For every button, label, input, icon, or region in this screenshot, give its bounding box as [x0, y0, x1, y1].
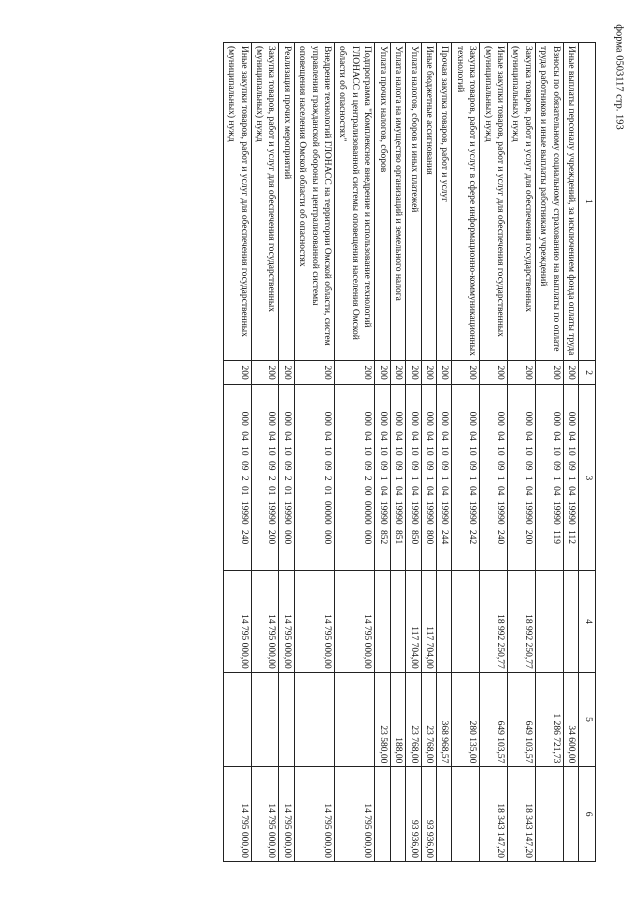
table-row	[406, 43, 421, 862]
row-unexecuted-amount-cell	[563, 767, 578, 862]
row-approved-amount-cell	[375, 571, 390, 672]
row-budget-code-cell: 000 04 10 09 2 01 19990 240	[223, 385, 251, 571]
row-budget-code-cell: 000 04 10 09 2 00 00000 000	[335, 385, 375, 571]
row-budget-code-cell: 000 04 10 09 1 04 19990 850	[406, 385, 421, 571]
row-executed-amount-cell: 368 968,57	[436, 672, 451, 767]
header-row	[579, 43, 596, 862]
row-unexecuted-amount-cell	[375, 767, 390, 862]
row-name-cell: Иные закупки товаров, работ и услуг для обеспечения государственных (муниципальных) нужд	[223, 43, 251, 361]
row-unexecuted-amount-cell: 93 936,00	[421, 767, 436, 862]
row-line-code-cell: 200	[251, 360, 279, 385]
row-approved-amount-cell: 14 795 000,00	[223, 571, 251, 672]
table-row	[563, 43, 578, 862]
row-approved-amount-cell	[563, 571, 578, 672]
row-approved-amount-cell: 14 795 000,00	[335, 571, 375, 672]
row-line-code-cell: 200	[279, 360, 294, 385]
row-line-code-cell: 200	[535, 360, 563, 385]
row-approved-amount-cell: 117 704,00	[406, 571, 421, 672]
row-budget-code-cell: 000 04 10 09 1 04 19990 119	[535, 385, 563, 571]
row-name-cell: Уплата налогов, сборов и иных платежей	[406, 43, 421, 361]
form-label	[612, 12, 626, 142]
table-row	[375, 43, 390, 862]
row-line-code-cell: 200	[480, 360, 508, 385]
row-line-code-cell: 200	[421, 360, 436, 385]
table-row	[480, 43, 508, 862]
row-approved-amount-cell	[436, 571, 451, 672]
row-approved-amount-cell: 14 795 000,00	[251, 571, 279, 672]
header-col-1: 1	[579, 43, 596, 361]
row-approved-amount-cell	[535, 571, 563, 672]
row-executed-amount-cell: 34 600,00	[563, 672, 578, 767]
row-name-cell: Закупка товаров, работ и услуг в сфере информационно-коммуникационных технологий	[452, 43, 480, 361]
form-label-text: форма 0503117 стр. 193	[613, 24, 625, 130]
row-executed-amount-cell: 188,00	[390, 672, 405, 767]
row-approved-amount-cell: 18 992 250,77	[480, 571, 508, 672]
row-budget-code-cell: 000 04 10 09 1 04 19990 242	[452, 385, 480, 571]
row-budget-code-cell: 000 04 10 09 2 01 19990 000	[279, 385, 294, 571]
header-col-3: 3	[579, 385, 596, 571]
budget-report-page	[56, 42, 596, 862]
row-name-cell: Уплата налога на имущество организаций и земельного налога	[390, 43, 405, 361]
row-line-code-cell: 200	[563, 360, 578, 385]
row-line-code-cell: 200	[406, 360, 421, 385]
row-budget-code-cell: 000 04 10 09 2 01 00000 000	[294, 385, 334, 571]
row-name-cell: Прочая закупка товаров, работ и услуг	[436, 43, 451, 361]
row-line-code-cell: 200	[223, 360, 251, 385]
table-row	[421, 43, 436, 862]
row-approved-amount-cell	[390, 571, 405, 672]
table-row	[279, 43, 294, 862]
row-approved-amount-cell: 14 795 000,00	[294, 571, 334, 672]
row-unexecuted-amount-cell	[390, 767, 405, 862]
row-executed-amount-cell: 649 103,57	[480, 672, 508, 767]
row-line-code-cell: 200	[375, 360, 390, 385]
header-col-5: 5	[579, 672, 596, 767]
header-col-4: 4	[579, 571, 596, 672]
row-budget-code-cell: 000 04 10 09 1 04 19990 244	[436, 385, 451, 571]
row-budget-code-cell: 000 04 10 09 1 04 19990 851	[390, 385, 405, 571]
row-line-code-cell: 200	[335, 360, 375, 385]
row-executed-amount-cell	[251, 672, 279, 767]
budget-execution-table	[223, 42, 596, 862]
row-approved-amount-cell	[452, 571, 480, 672]
table-row	[507, 43, 535, 862]
row-name-cell: Взносы по обязательному социальному страхованию на выплаты по оплате труда работников и иные выплаты работникам учреждений	[535, 43, 563, 361]
row-budget-code-cell: 000 04 10 09 1 04 19990 852	[375, 385, 390, 571]
row-name-cell: Иные бюджетные ассигнования	[421, 43, 436, 361]
row-executed-amount-cell: 23 768,00	[406, 672, 421, 767]
row-name-cell: Подпрограмма "Комплексное внедрение и использование технологий ГЛОНАСС и централизованной системы оповещения населения Омской области об опасностях"	[335, 43, 375, 361]
row-budget-code-cell: 000 04 10 09 1 04 19990 240	[480, 385, 508, 571]
row-budget-code-cell: 000 04 10 09 1 04 19990 800	[421, 385, 436, 571]
row-name-cell: Закупка товаров, работ и услуг для обеспечения государственных (муниципальных) нужд	[251, 43, 279, 361]
row-budget-code-cell: 000 04 10 09 1 04 19990 112	[563, 385, 578, 571]
row-unexecuted-amount-cell	[535, 767, 563, 862]
row-executed-amount-cell	[294, 672, 334, 767]
row-unexecuted-amount-cell	[436, 767, 451, 862]
row-unexecuted-amount-cell: 18 343 147,20	[507, 767, 535, 862]
row-name-cell: Закупка товаров, работ и услуг для обеспечения государственных (муниципальных) нужд	[507, 43, 535, 361]
row-name-cell: Реализация прочих мероприятий	[279, 43, 294, 361]
row-executed-amount-cell: 23 768,00	[421, 672, 436, 767]
header-col-2: 2	[579, 360, 596, 385]
table-row	[452, 43, 480, 862]
row-executed-amount-cell: 1 286 721,73	[535, 672, 563, 767]
row-budget-code-cell: 000 04 10 09 2 01 19990 200	[251, 385, 279, 571]
row-executed-amount-cell	[223, 672, 251, 767]
row-unexecuted-amount-cell: 14 795 000,00	[279, 767, 294, 862]
row-line-code-cell: 200	[294, 360, 334, 385]
row-executed-amount-cell	[335, 672, 375, 767]
row-unexecuted-amount-cell	[452, 767, 480, 862]
row-approved-amount-cell: 18 992 250,77	[507, 571, 535, 672]
row-line-code-cell: 200	[436, 360, 451, 385]
row-budget-code-cell: 000 04 10 09 1 04 19990 200	[507, 385, 535, 571]
row-executed-amount-cell: 649 103,57	[507, 672, 535, 767]
table-row	[335, 43, 375, 862]
row-name-cell: Иные выплаты персоналу учреждений, за исключением фонда оплаты труда	[563, 43, 578, 361]
row-unexecuted-amount-cell: 18 343 147,20	[480, 767, 508, 862]
table-body	[223, 43, 578, 862]
row-executed-amount-cell: 23 580,00	[375, 672, 390, 767]
table-row	[294, 43, 334, 862]
row-line-code-cell: 200	[507, 360, 535, 385]
row-unexecuted-amount-cell: 14 795 000,00	[335, 767, 375, 862]
row-executed-amount-cell: 280 135,00	[452, 672, 480, 767]
row-approved-amount-cell: 117 704,00	[421, 571, 436, 672]
row-approved-amount-cell: 14 795 000,00	[279, 571, 294, 672]
header-col-6: 6	[579, 767, 596, 862]
table-row	[251, 43, 279, 862]
row-unexecuted-amount-cell: 93 936,00	[406, 767, 421, 862]
row-executed-amount-cell	[279, 672, 294, 767]
row-line-code-cell: 200	[452, 360, 480, 385]
table-row	[390, 43, 405, 862]
row-name-cell: Иные закупки товаров, работ и услуг для обеспечения государственных (муниципальных) нужд	[480, 43, 508, 361]
table-row	[223, 43, 251, 862]
row-unexecuted-amount-cell: 14 795 000,00	[223, 767, 251, 862]
row-unexecuted-amount-cell: 14 795 000,00	[251, 767, 279, 862]
table-row	[535, 43, 563, 862]
row-name-cell: Внедрение технологий ГЛОНАСС на территории Омской области, систем управления гражданской обороны и централизованной системы оповещения населения Омской области об опасностях	[294, 43, 334, 361]
row-line-code-cell: 200	[390, 360, 405, 385]
table-row	[436, 43, 451, 862]
row-unexecuted-amount-cell: 14 795 000,00	[294, 767, 334, 862]
row-name-cell: Уплата прочих налогов, сборов	[375, 43, 390, 361]
